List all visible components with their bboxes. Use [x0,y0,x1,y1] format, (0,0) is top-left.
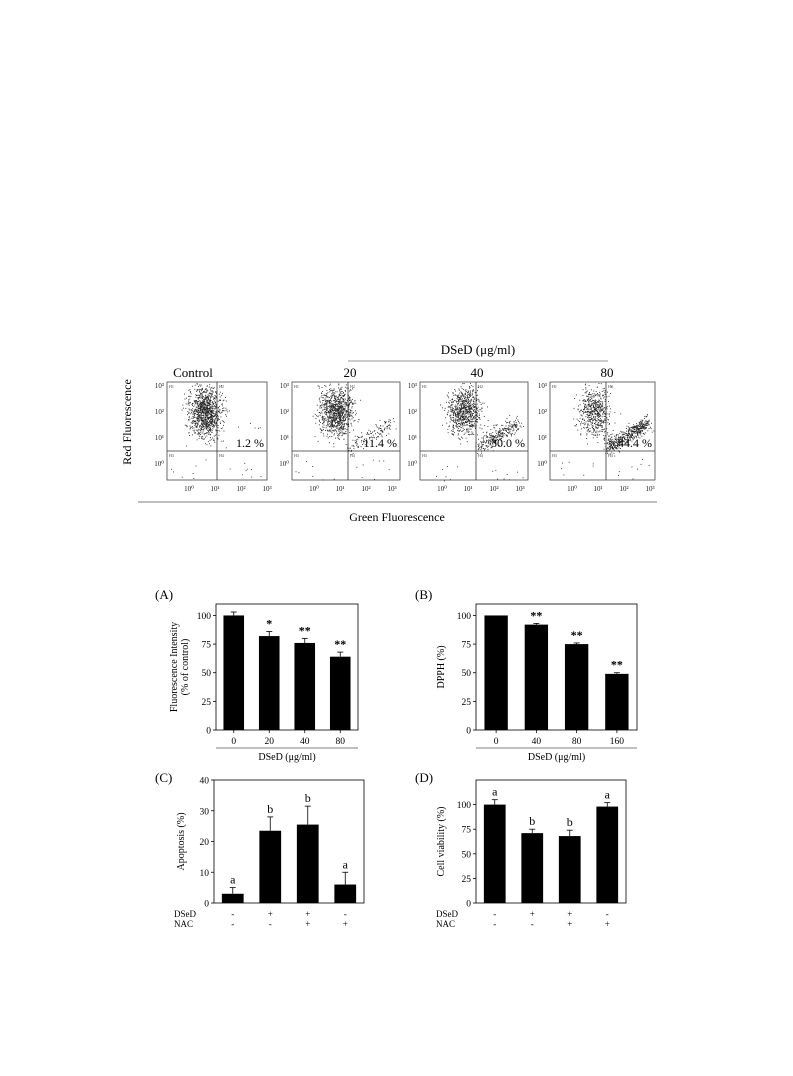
condition-sign: + [267,909,273,919]
x-tick-label: 10¹ [463,485,473,493]
panel-label: (B) [415,587,433,602]
x-tick-label: 20 [264,737,274,747]
y-axis-label: Red Fluorescence [120,379,134,465]
bar-chart-a [140,580,390,780]
y-tick-label: 10⁰ [407,460,417,468]
bar [259,636,280,730]
panel-label: (C) [155,770,173,785]
x-tick-label: 10² [236,485,246,493]
y-axis-label: Fluorescence Intensity [169,621,180,713]
y-tick-label: 30 [199,807,209,818]
condition-sign: - [231,919,235,929]
x-tick-label: 10⁰ [567,485,577,493]
x-axis-label: DSeD (μg/ml) [258,752,316,763]
significance-label: ** [530,608,543,623]
x-axis-label: DSeD (μg/ml) [527,752,586,763]
quadrant-label: H2 [350,384,355,389]
x-tick-label: 10⁰ [184,485,194,493]
condition-sign: - [343,909,347,919]
treatment-label: DSeD (μg/ml) [440,342,516,357]
flow-panel-2 [279,365,400,493]
y-axis-label: Cell viability (%) [436,806,447,877]
flow-panel-1 [154,365,271,493]
x-tick-label: 10³ [262,485,272,493]
flow-panels [154,365,655,493]
condition-sign: + [305,919,311,929]
plot-frame [214,780,364,903]
quadrant-percent: 44.4 % [618,436,652,450]
y-tick-label: 10³ [154,382,164,390]
quadrant-label: H4 [219,453,224,458]
significance-label: a [604,787,610,802]
condition-sign: + [604,919,610,929]
significance-label: * [266,616,273,631]
panel-label: (A) [155,587,174,602]
x-tick-label: 10¹ [335,485,345,493]
significance-label: b [529,814,536,829]
bar [330,657,351,730]
bar [297,825,319,903]
significance-label: ** [610,657,623,672]
x-tick-label: 10¹ [210,485,220,493]
y-axis-label: (% of control) [180,638,191,696]
x-tick-label: 10³ [645,485,655,493]
bar [525,625,548,730]
y-tick-label: 10³ [279,382,289,390]
y-tick-label: 10 [199,868,209,879]
quadrant-label: H2 [478,384,483,389]
bar [521,833,543,903]
y-tick-label: 10² [407,408,417,416]
x-tick-label: 10³ [387,485,397,493]
flow-panel-3 [407,365,528,493]
quadrant-label: H1 [552,384,557,389]
y-tick-label: 75 [461,825,471,836]
flow-plot-frame [292,382,400,480]
condition-name: DSeD [436,909,458,919]
bar [605,674,628,730]
flow-panel-title: 40 [470,365,484,380]
condition-sign: - [268,919,272,929]
quadrant-label: H2 [219,384,224,389]
x-tick-label: 10² [619,485,629,493]
scatter-points [561,383,654,479]
y-tick-label: 100 [456,611,471,622]
condition-sign: - [493,909,497,919]
x-tick-label: 10¹ [593,485,603,493]
quadrant-percent: 1.2 % [236,436,264,450]
bar [565,644,588,730]
condition-sign: + [567,919,573,929]
bar [259,831,281,903]
x-tick-label: 80 [571,737,582,747]
significance-label: ** [570,627,583,642]
condition-name: NAC [436,919,456,929]
bar [223,615,244,730]
y-tick-label: 75 [461,640,471,651]
y-tick-label: 10³ [537,382,547,390]
scatter-points [296,384,397,481]
y-tick-label: 25 [201,697,211,708]
significance-label: b [267,801,274,816]
y-axis-label: Apoptosis (%) [176,812,187,871]
x-tick-label: 160 [609,737,624,747]
y-tick-label: 10² [154,408,164,416]
condition-name: NAC [174,919,194,929]
y-tick-label: 10¹ [537,434,547,442]
significance-label: ** [298,623,311,638]
flow-panel-title: 20 [343,365,357,380]
bar-chart-b [400,580,650,780]
condition-sign: - [605,909,609,919]
quadrant-label: H3 [294,453,299,458]
y-tick-label: 0 [204,899,209,910]
quadrant-label: H1 [169,384,174,389]
bar [294,643,315,730]
panel-label: (D) [415,770,434,785]
y-axis-label: DPPH (%) [436,645,447,689]
scatter-points [171,383,261,479]
x-tick-label: 0 [231,737,237,747]
flow-panel-4 [537,365,655,493]
bar [484,805,506,903]
y-tick-label: 10¹ [154,434,164,442]
y-tick-label: 0 [466,899,471,910]
y-tick-label: 20 [199,838,209,848]
condition-sign: + [342,919,348,929]
x-tick-label: 10³ [515,485,525,493]
bar [484,615,507,730]
y-tick-label: 50 [461,850,471,861]
y-tick-label: 100 [196,611,211,622]
y-tick-label: 10¹ [407,434,417,442]
y-tick-label: 10⁰ [537,460,547,468]
y-tick-label: 0 [466,726,471,737]
flow-cytometry-figure [0,330,793,530]
x-tick-label: 40 [531,737,542,747]
x-tick-label: 10² [361,485,371,493]
bar [559,836,581,903]
y-tick-label: 10² [279,408,289,416]
x-tick-label: 40 [300,737,310,747]
condition-sign: + [529,909,535,919]
y-tick-label: 10⁰ [279,460,289,468]
condition-sign: - [493,919,497,929]
x-tick-label: 80 [335,737,345,747]
y-tick-label: 25 [461,697,471,708]
significance-label: b [566,815,573,830]
quadrant-percent: 30.0 % [491,436,525,450]
x-tick-label: 10⁰ [309,485,319,493]
x-tick-label: 0 [493,737,499,747]
y-tick-label: 75 [201,640,211,651]
y-tick-label: 50 [201,669,211,680]
y-tick-label: 0 [206,726,211,737]
y-tick-label: 50 [461,669,471,680]
quadrant-label: H1 [294,384,299,389]
quadrant-percent: 11.4 % [363,436,397,450]
quadrant-label: H1 [422,384,427,389]
significance-label: a [230,872,236,887]
significance-label: a [342,857,348,872]
condition-sign: - [231,909,235,919]
quadrant-label: H2 [608,384,613,389]
quadrant-label: H4 [350,453,355,458]
y-tick-label: 10⁰ [154,460,164,468]
condition-sign: - [530,919,534,929]
y-tick-label: 100 [456,801,471,812]
y-tick-label: 10³ [407,382,417,390]
quadrant-label: H3 [169,453,174,458]
y-tick-label: 10¹ [279,434,289,442]
quadrant-label: H3 [552,453,557,458]
x-tick-label: 10² [489,485,499,493]
bar-chart-c [140,770,390,950]
significance-label: a [492,784,498,799]
flow-panel-title: Control [173,365,213,380]
bar [596,807,618,903]
x-axis-label: Green Fluorescence [349,510,445,524]
significance-label: ** [334,637,347,652]
quadrant-label: H4 [478,453,483,458]
quadrant-label: H3 [422,453,427,458]
scatter-points [436,383,524,481]
quadrant-label: H4 [608,453,613,458]
y-tick-label: 40 [199,776,209,787]
condition-sign: + [567,909,573,919]
y-tick-label: 10² [537,408,547,416]
significance-label: b [304,791,311,806]
bar-chart-d [400,770,650,950]
y-tick-label: 25 [461,874,471,885]
condition-name: DSeD [174,909,196,919]
flow-panel-title: 80 [600,365,614,380]
bar [222,894,244,903]
condition-sign: + [305,909,311,919]
bar [334,885,356,903]
x-tick-label: 10⁰ [437,485,447,493]
